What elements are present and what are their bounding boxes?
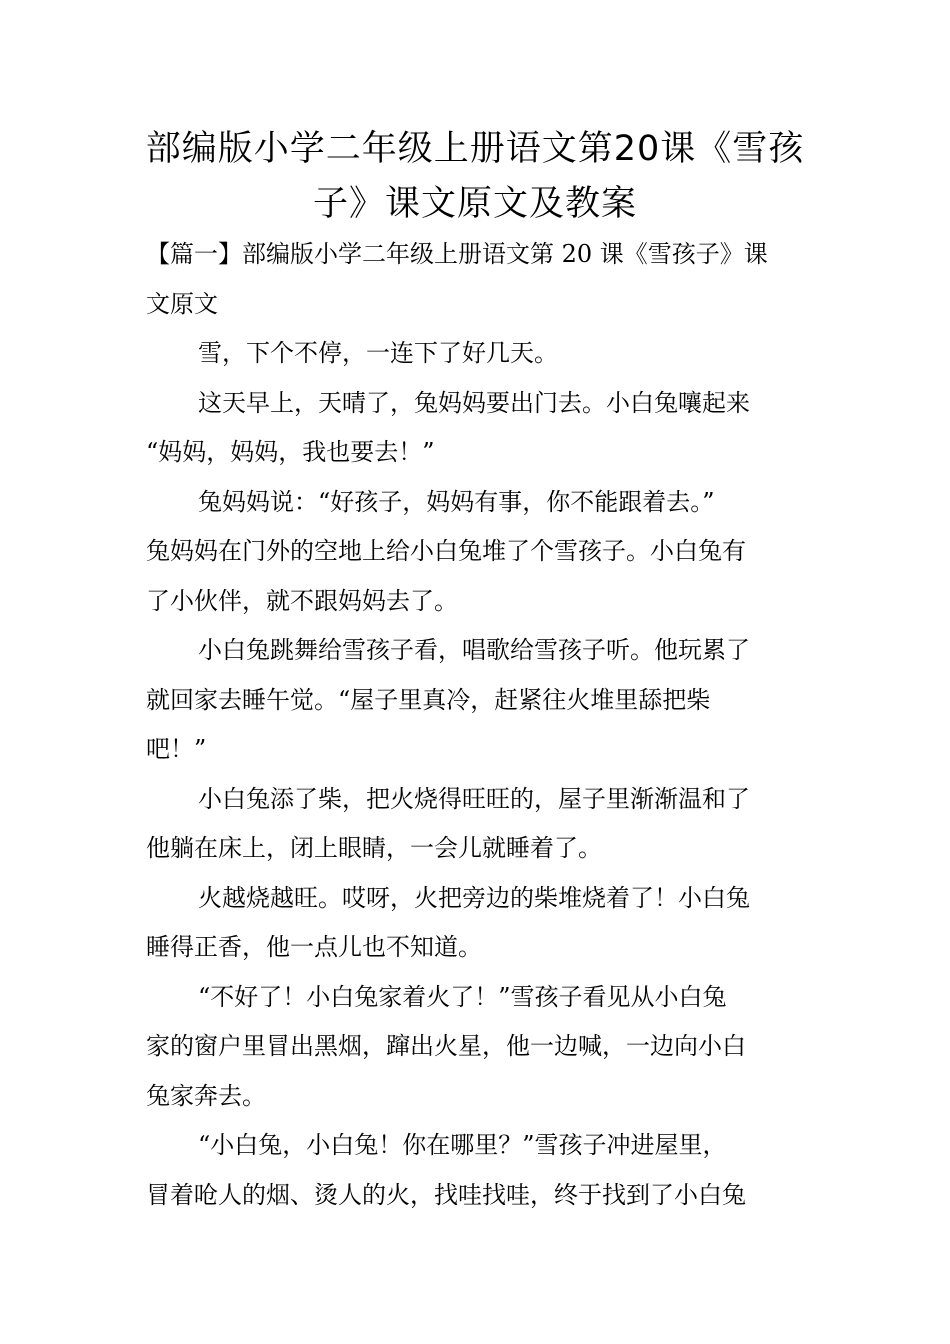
paragraph-line: 吧！” — [146, 735, 207, 763]
paragraph — [146, 379, 810, 478]
section-heading — [146, 230, 810, 329]
paragraph-line: 火越烧越旺。哎呀，火把旁边的柴堆烧着了！小白兔 — [198, 883, 750, 912]
paragraph-line: 雪，下个不停，一连下了好几天。 — [198, 339, 558, 367]
paragraph-line: “不好了！小白兔家着火了！”雪孩子看见从小白兔 — [198, 982, 727, 1011]
paragraph-line: 睡得正香，他一点儿也不知道。 — [146, 933, 482, 961]
document-title — [140, 122, 810, 232]
paragraph-line: 他躺在床上，闭上眼睛，一会儿就睡着了。 — [146, 834, 602, 862]
paragraph — [146, 626, 810, 775]
paragraph-line: 了小伙伴，就不跟妈妈去了。 — [146, 586, 458, 615]
paragraph-line: 兔家奔去。 — [146, 1081, 266, 1110]
paragraph-line: 家的窗户里冒出黑烟，蹿出火星，他一边喊，一边向小白 — [146, 1032, 746, 1060]
title-line: 子》课文原文及教案 — [312, 184, 637, 224]
paragraph-line: 兔妈妈说：“好孩子，妈妈有事，你不能跟着去。” — [198, 487, 715, 516]
document-body — [146, 230, 810, 1220]
section-heading-line: 文原文 — [146, 289, 218, 318]
paragraph — [146, 1121, 810, 1220]
paragraph — [146, 973, 810, 1122]
paragraph — [146, 478, 810, 627]
paragraph-line: “小白兔，小白兔！你在哪里？”雪孩子冲进屋里， — [198, 1131, 727, 1159]
paragraph-line: 这天早上，天晴了，兔妈妈要出门去。小白兔嚷起来 — [198, 388, 750, 417]
title-line: 部编版小学二年级上册语文第20课《雪孩 — [145, 129, 805, 169]
paragraph-line: 小白兔跳舞给雪孩子看，唱歌给雪孩子听。他玩累了 — [198, 636, 750, 664]
paragraph — [146, 775, 810, 874]
paragraph-line: 就回家去睡午觉。“屋子里真冷，赶紧往火堆里舔把柴 — [146, 685, 711, 714]
section-heading-line: 【篇一】部编版小学二年级上册语文第 20 课《雪孩子》课 — [146, 240, 768, 268]
paragraph — [146, 874, 810, 973]
paragraph-line: “妈妈，妈妈，我也要去！” — [146, 438, 435, 466]
paragraph-line: 小白兔添了柴，把火烧得旺旺的，屋子里渐渐温和了 — [198, 784, 750, 813]
paragraph-line: 兔妈妈在门外的空地上给小白兔堆了个雪孩子。小白兔有 — [146, 537, 746, 565]
paragraph — [146, 329, 810, 379]
paragraph-line: 冒着呛人的烟、烫人的火，找哇找哇，终于找到了小白兔 — [146, 1180, 746, 1209]
